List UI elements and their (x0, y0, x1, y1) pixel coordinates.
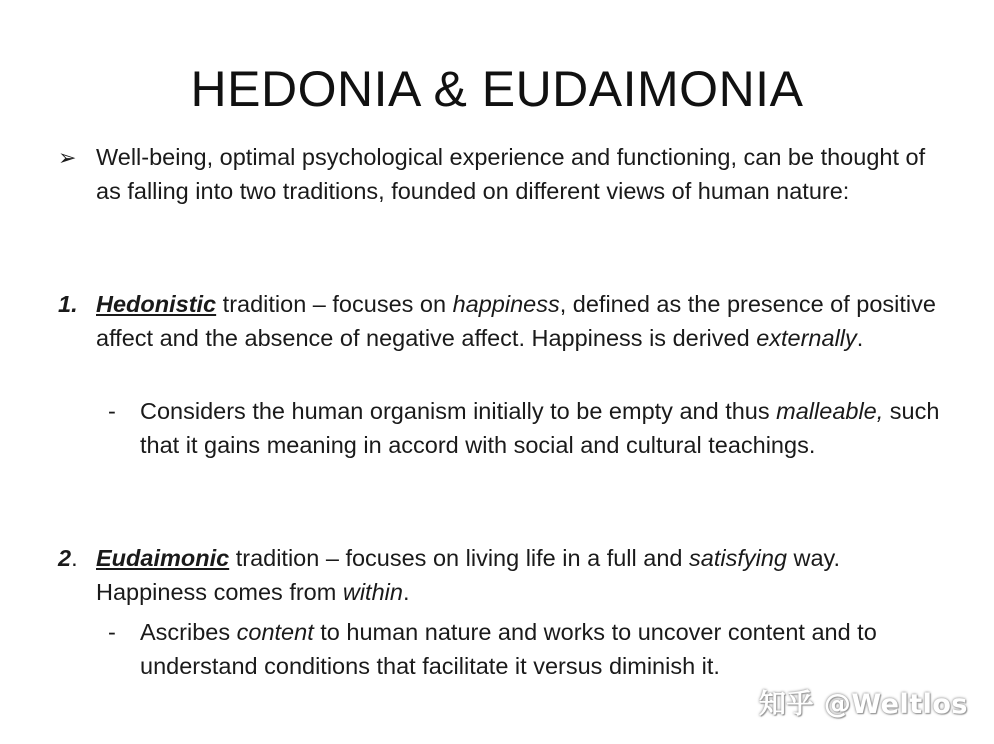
eudaimonic-text-c: . (402, 578, 410, 605)
hedonistic-text-c: . (856, 324, 864, 351)
eudaimonic-sub-text-a: Ascribes (140, 619, 237, 645)
eudaimonic-em-within: within (342, 578, 403, 605)
item-number-1: 1. (58, 291, 78, 317)
hedonistic-text-b: , defined as the presence of positive affect and the absence of negative affect. Happiness is derived (96, 291, 936, 351)
hedonistic-term: Hedonistic (96, 291, 217, 317)
dash-bullet: - (108, 619, 116, 645)
eudaimonic-sub-text (140, 616, 960, 683)
eudaimonic-sub-em-content: content (236, 619, 314, 645)
hedonistic-em-externally: externally (756, 324, 857, 351)
eudaimonic-text-a: tradition – focuses on living life in a full and (229, 545, 690, 571)
eudaimonic-text (96, 542, 936, 609)
watermark: 知乎 @Weltlos (758, 689, 968, 720)
hedonistic-text-a: tradition – focuses on (216, 291, 453, 317)
hedonistic-em-happiness: happiness (452, 291, 560, 317)
item-number-2-dot: . (71, 545, 78, 571)
intro-text: Well-being, optimal psychological experience and functioning, can be thought of as falling into two traditions, founded on different views of human nature: (96, 144, 926, 204)
eudaimonic-term: Eudaimonic (96, 545, 230, 571)
hedonistic-sub-text (140, 395, 960, 462)
hedonistic-sub-text-a: Considers the human organism initially to be empty and thus (140, 398, 777, 424)
hedonistic-text (96, 288, 936, 355)
eudaimonic-text-b: way. Happiness comes from (96, 545, 841, 605)
eudaimonic-em-satisfying: satisfying (689, 545, 787, 571)
dash-bullet: - (108, 398, 116, 424)
arrow-bullet-icon: ➢ (58, 145, 77, 170)
hedonistic-sub-text-b: such that it gains meaning in accord with social and cultural teachings. (140, 398, 940, 458)
eudaimonic-sub-text-b: to human nature and works to uncover content and to understand conditions that facilitate it versus diminish it. (140, 619, 877, 679)
slide-title: HEDONIA & EUDAIMONIA (190, 61, 804, 117)
item-number-2-digit: 2 (58, 545, 72, 571)
item-number-2 (58, 542, 94, 576)
hedonistic-sub-em-malleable: malleable, (776, 398, 884, 424)
